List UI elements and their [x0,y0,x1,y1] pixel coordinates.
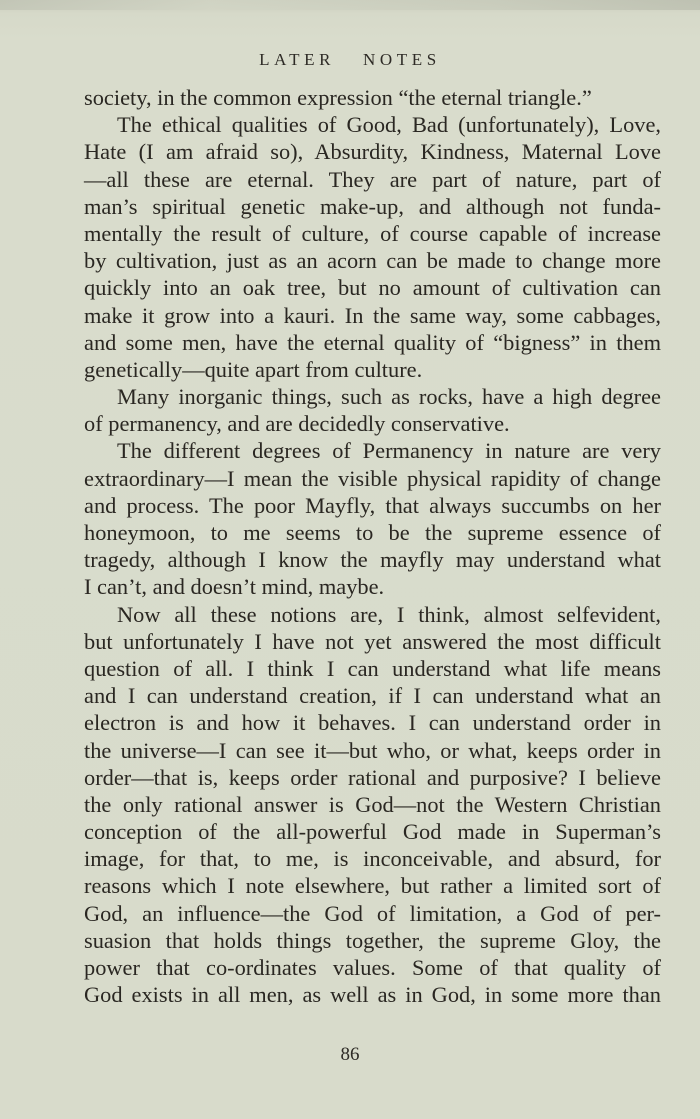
text-line: the universe—I can see it—but who, or what, keeps order in [84,737,661,763]
page-top-shadow [0,0,700,10]
text-line: electron is and how it behaves. I can understand order in [84,710,661,736]
text-line: the only rational answer is God—not the Western Christian [84,791,661,817]
body-text [84,84,661,1008]
text-line: make it grow into a kauri. In the same way, some cabbages, [84,302,661,328]
text-line: The ethical qualities of Good, Bad (unfortunately), Love, [117,112,661,138]
text-line: God exists in all men, as well as in God, in some more than [84,982,661,1008]
running-head-right: NOTES [363,50,441,69]
text-line: order—that is, keeps order rational and purposive? I believe [84,764,661,790]
text-line: The different degrees of Permanency in nature are very [117,438,661,464]
text-line: —all these are eternal. They are part of nature, part of [84,166,661,192]
text-line: and some men, have the eternal quality of “bigness” in them [84,329,661,355]
text-line: man’s spiritual genetic make-up, and although not funda- [84,193,661,219]
text-line: I can’t, and doesn’t mind, maybe. [84,574,385,600]
text-line: extraordinary—I mean the visible physical rapidity of change [84,465,661,491]
text-line: tragedy, although I know the mayfly may understand what [84,547,661,573]
text-line: society, in the common expression “the eternal triangle.” [84,85,592,110]
text-line: power that co-ordinates values. Some of that quality of [84,955,661,980]
text-line: God, an influence—the God of limitation, a God of per- [84,900,661,926]
text-line: quickly into an oak tree, but no amount of cultivation can [84,275,661,301]
text-line: but unfortunately I have not yet answered the most difficult [84,628,661,654]
text-line: Many inorganic things, such as rocks, have a high degree [117,384,661,410]
text-line: Now all these notions are, I think, almost selfevident, [117,601,661,627]
text-line: mentally the result of culture, of course capable of increase [84,220,661,246]
text-line: honeymoon, to me seems to be the supreme essence of [84,520,661,545]
text-line: conception of the all-powerful God made in Superman’s [84,819,661,845]
text-line: question of all. I think I can understand what life means [84,655,661,681]
running-head-left: LATER [259,50,336,69]
text-line: reasons which I note elsewhere, but rather a limited sort of [84,873,661,899]
text-line: and process. The poor Mayfly, that always succumbs on her [84,492,661,518]
text-line: by cultivation, just as an acorn can be made to change more [84,248,661,274]
text-line: and I can understand creation, if I can understand what an [84,683,661,709]
text-line: Hate (I am afraid so), Absurdity, Kindness, Maternal Love [84,139,661,165]
text-line: genetically—quite apart from culture. [84,356,423,382]
text-line: suasion that holds things together, the supreme Gloy, the [84,927,661,953]
text-line: image, for that, to me, is inconceivable, and absurd, for [84,846,661,872]
running-head [0,50,700,70]
text-line: of permanency, and are decidedly conservative. [84,411,510,437]
page-number: 86 [340,1044,360,1065]
